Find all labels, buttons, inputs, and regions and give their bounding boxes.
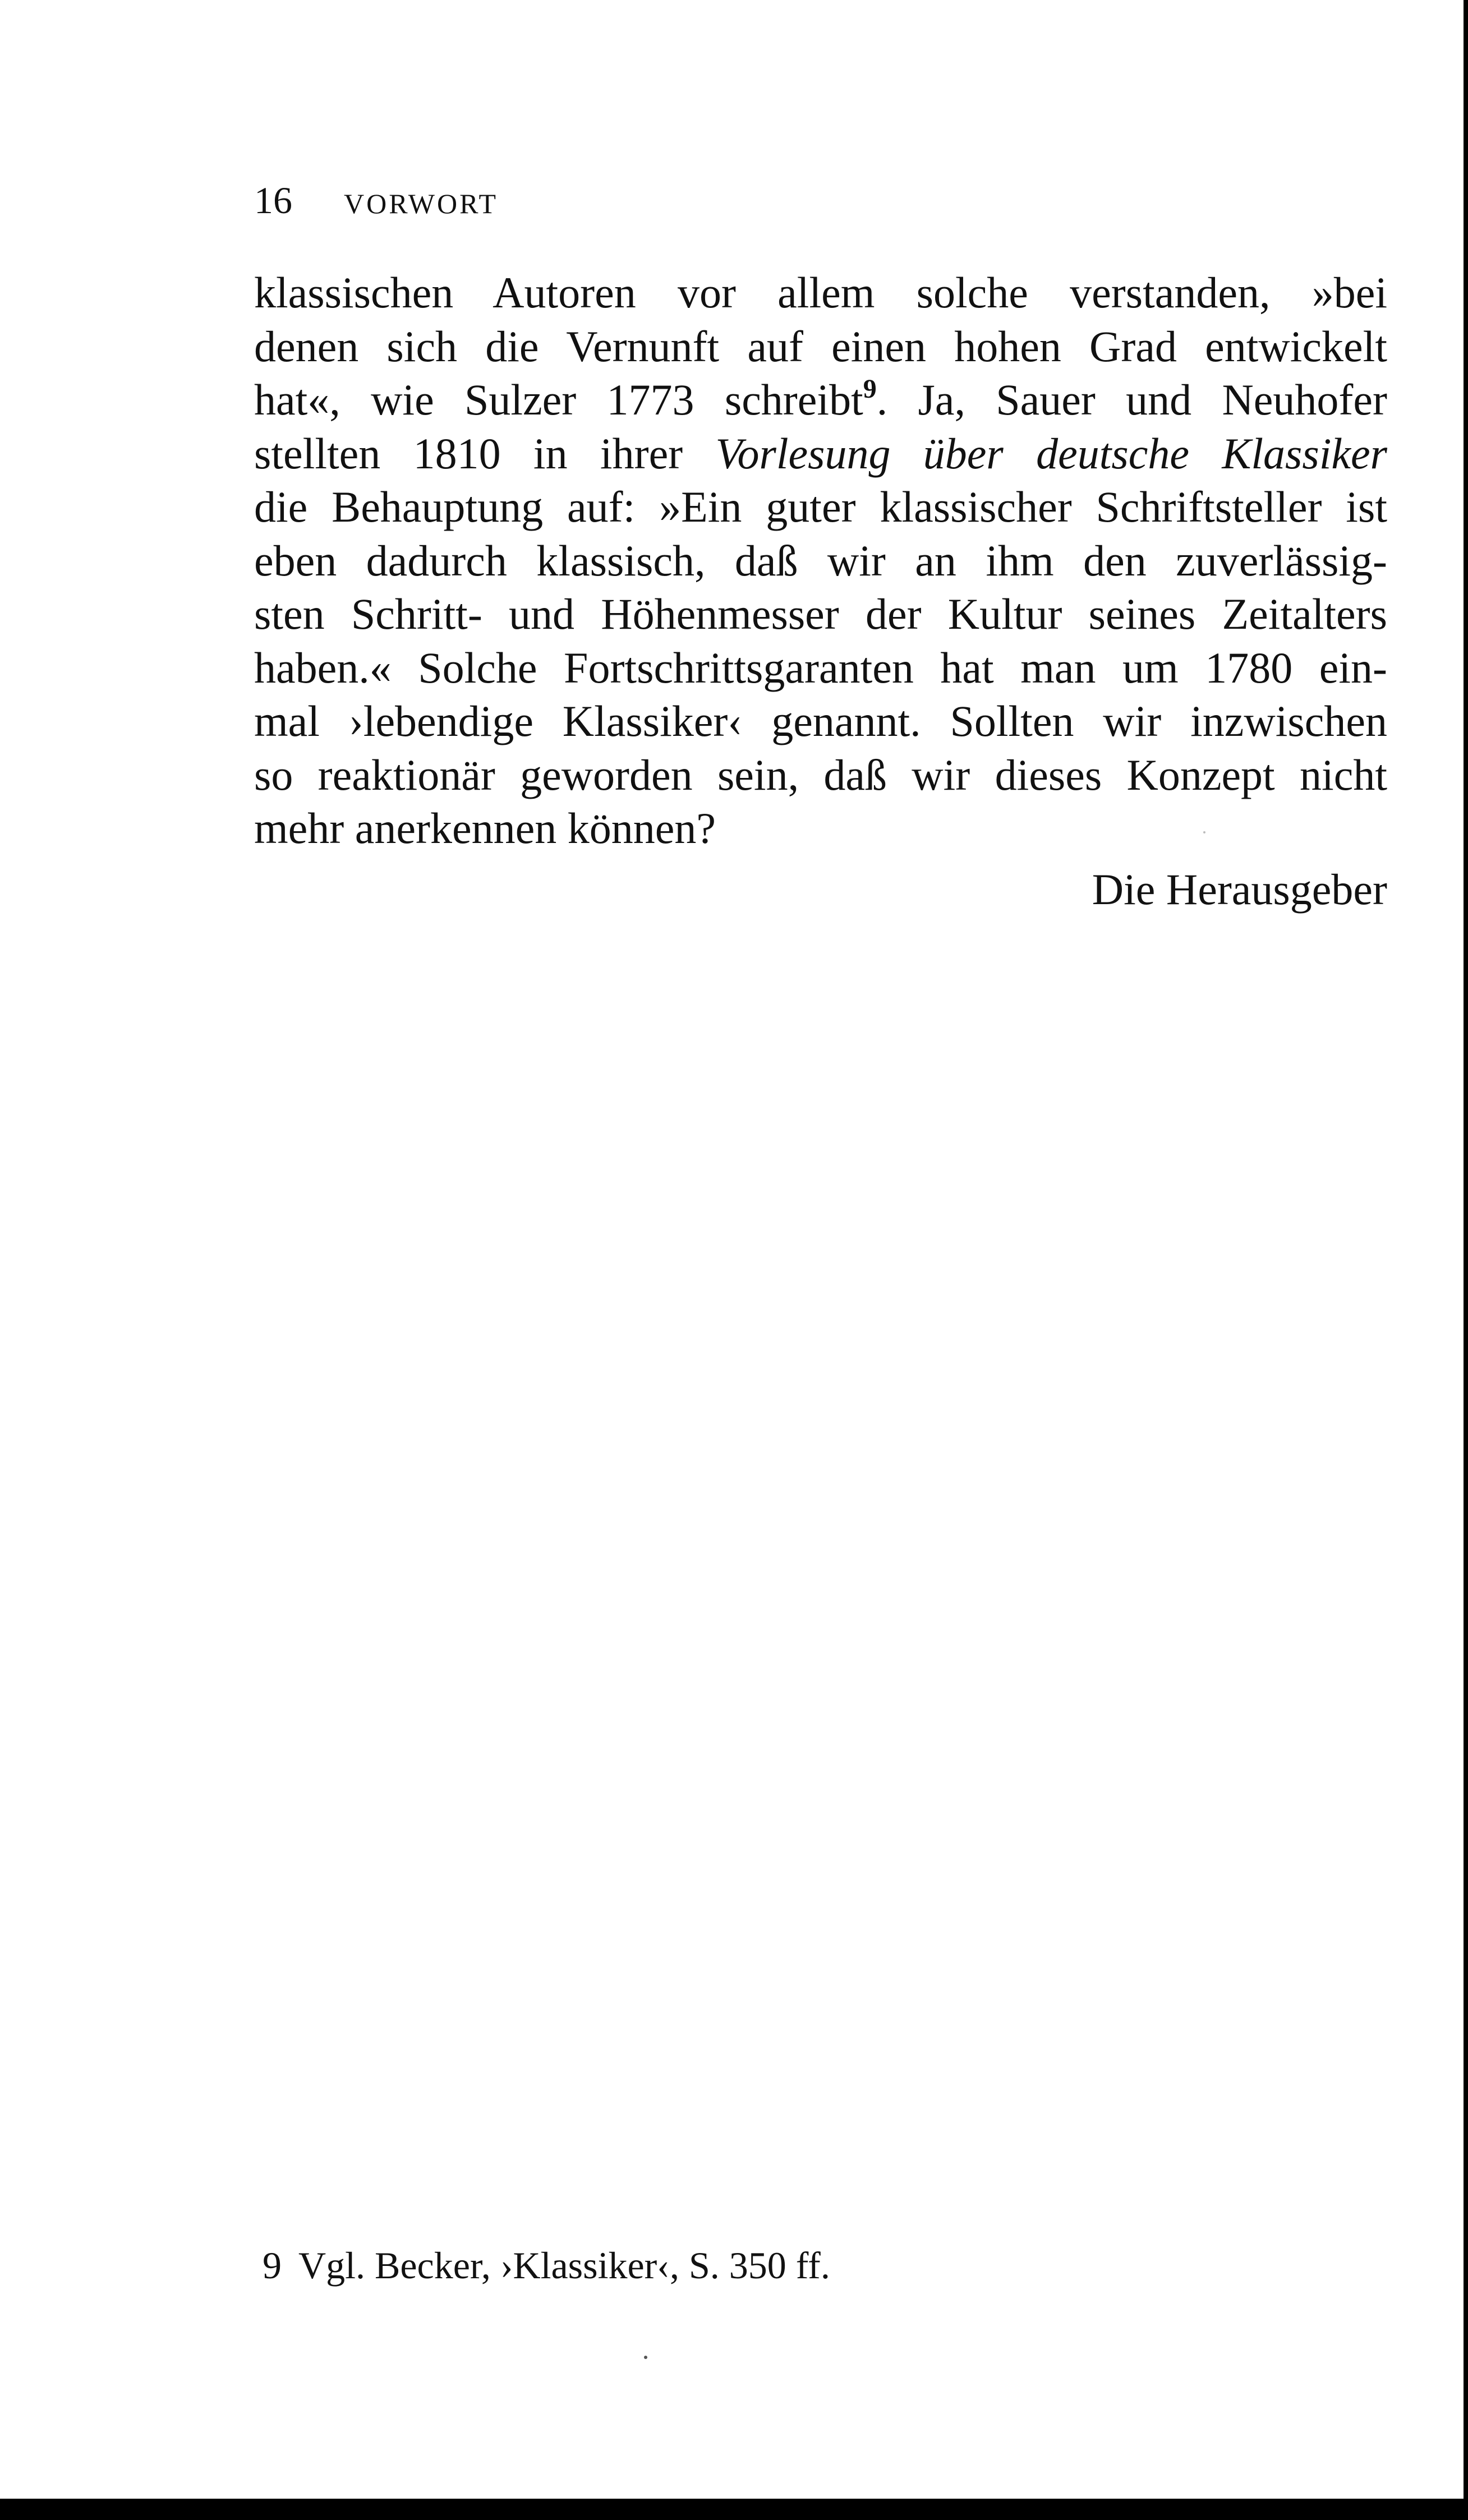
text-line-content: mal ›lebendige Klassiker‹ genannt. Sollten wir inzwischen [254,697,1387,745]
page-number: 16 [254,179,292,222]
text-line [254,641,1387,695]
body-paragraph [254,266,1387,855]
text-line-content: die Behauptung auf: »Ein guter klassischer Schriftsteller ist [254,482,1387,531]
text-line-content: denen sich die Vernunft auf einen hohen Grad entwickelt [254,321,1387,371]
book-title-italic: Vorlesung über deutsche Klassiker [715,429,1387,478]
text-line [254,587,1387,641]
footnote [263,2243,830,2288]
text-line [254,427,1387,481]
signature: Die Herausgeber [1092,865,1387,914]
text-line-content: stellten 1810 in ihrer [254,429,716,478]
text-line-content: . Ja, Sauer und Neuhofer [876,375,1387,424]
text-line-content: mehr anerkennen können? [254,804,716,853]
text-line-content: hat«, wie Sulzer 1773 schreibt [254,375,863,424]
text-line [254,534,1387,588]
scan-edge-bottom [0,2499,1468,2520]
section-title: VORWORT [344,188,498,219]
text-line [254,480,1387,534]
text-line-content: sten Schritt- und Höhenmesser der Kultur seines Zeitalters [254,589,1387,638]
text-line [254,320,1387,374]
text-line-content: haben.« Solche Fortschrittsgaranten hat man um 1780 ein- [254,643,1387,692]
footnote-text: Vgl. Becker, ›Klassiker‹, S. 350 ff. [298,2244,830,2287]
running-head [254,178,498,223]
text-line-content: klassischen Autoren vor allem solche verstanden, »bei [254,268,1387,317]
text-line [254,801,1387,855]
text-line [254,373,1387,427]
text-line [254,748,1387,802]
footnote-number: 9 [263,2244,282,2287]
print-speck [644,2356,647,2359]
text-line-content: eben dadurch klassisch, daß wir an ihm den zuverlässig- [254,536,1387,585]
footnote-reference: 9 [863,374,877,404]
print-speck [1203,831,1205,833]
text-line-content: so reaktionär geworden sein, daß wir dieses Konzept nicht [254,750,1387,799]
text-line [254,266,1387,320]
text-line [254,694,1387,748]
scan-edge-right [1464,0,1468,2520]
